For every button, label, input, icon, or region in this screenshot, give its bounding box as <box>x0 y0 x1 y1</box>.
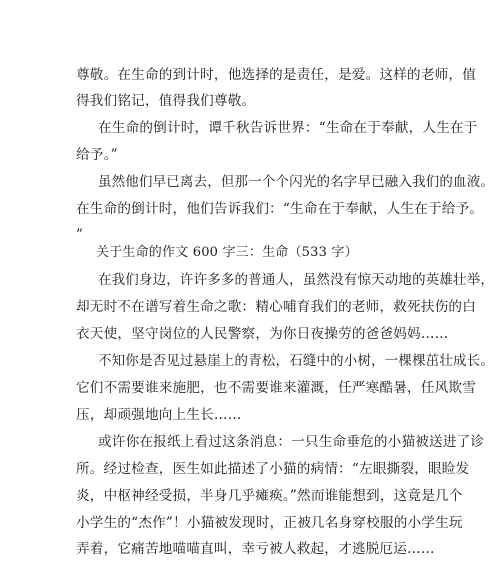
text-line: 尊敬。在生命的到计时，他选择的是责任，是爱。这样的老师，值 <box>76 67 477 83</box>
text-line: 却无时不在谱写着生命之歌：精心哺育我们的老师，救死扶伤的白 <box>76 299 477 315</box>
text-line: 它们不需要谁来施肥，也不需要谁来灌溉，任严寒酷暑，任风欺雪 <box>76 380 477 396</box>
text-line: 得我们铭记，值得我们尊敬。 <box>76 93 256 109</box>
text-line: 小学生的“杰作”！小猫被发现时，正被几名身穿校服的小学生玩 <box>76 515 463 531</box>
text-line: 在生命的倒计时，他们告诉我们：“生命在于奉献，人生在于给予。 <box>76 201 484 217</box>
text-line: 衣天使，坚守岗位的人民警察，为你日夜操劳的爸爸妈妈…… <box>76 326 449 342</box>
text-line: 炎，中枢神经受损，半身几乎瘫痪。”然而谁能想到，这竟是几个 <box>76 488 463 504</box>
text-line: 虽然他们早已离去，但那一个个闪光的名字早已融入我们的血液。 <box>98 174 495 190</box>
section-title: 关于生命的作文 600 字三：生命（533 字） <box>96 245 358 260</box>
text-line: 不知你是否见过悬崖上的青松，石缝中的小树，一棵棵茁壮成长。 <box>98 353 495 369</box>
text-line: 在生命的倒计时，谭千秋告诉世界：“生命在于奉献，人生在于 <box>98 120 478 136</box>
text-line: 在我们身边，许许多多的普通人，虽然没有惊天动地的英雄壮举， <box>98 272 495 288</box>
text-line: ” <box>76 227 84 243</box>
text-line: 压，却顽强地向上生长…… <box>76 407 242 423</box>
text-line: 给予。” <box>76 147 118 163</box>
text-line: 弄着，它痛苦地喵喵直叫，幸亏被人救起，才逃脱厄运…… <box>76 541 435 557</box>
text-line: 或许你在报纸上看过这条消息：一只生命垂危的小猫被送进了诊 <box>98 434 485 450</box>
text-line: 所。经过检查，医生如此描述了小猫的病情：“左眼撕裂，眼睑发 <box>76 461 470 477</box>
